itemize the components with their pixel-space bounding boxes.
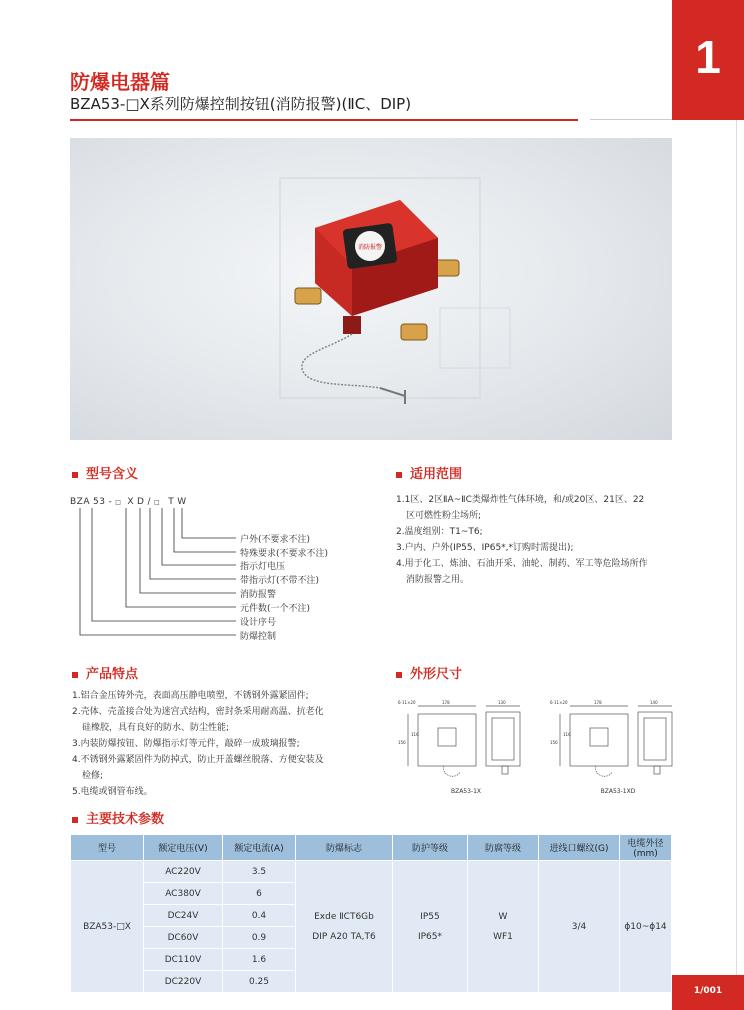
- corrosion-2: WF1: [493, 931, 513, 942]
- chapter-number: 1: [695, 31, 721, 83]
- bullet-square-icon: [396, 672, 402, 678]
- product-photo: [70, 138, 672, 440]
- column-header: 型号: [71, 835, 144, 861]
- list-item: 区可燃性粉尘场所;: [406, 511, 482, 521]
- bullet-square-icon: [396, 472, 402, 478]
- voltage-cell: DC110V: [144, 949, 223, 971]
- corrosion-1: W: [498, 911, 508, 922]
- ip-2: IP65*: [417, 931, 443, 942]
- model-label: 指示灯电压: [240, 562, 286, 572]
- list-item: 3.户内、户外(IP55、IP65*,*订购时需提出);: [396, 543, 574, 553]
- model-code-tree: [70, 508, 240, 648]
- ip-cell: [393, 861, 468, 993]
- dim-label: 178: [594, 700, 602, 705]
- model-label: 带指示灯(不带不注): [240, 576, 320, 586]
- figure-caption: BZA53-1X: [450, 788, 482, 795]
- current-cell: 0.4: [223, 905, 296, 927]
- current-cell: 6: [223, 883, 296, 905]
- title-divider-gray: [590, 119, 672, 120]
- list-item: 4.用于化工、炼油、石油开采、油轮、制药、军工等危险场所作: [396, 559, 648, 569]
- section-features: [72, 663, 138, 682]
- dim-label: 116: [411, 732, 419, 737]
- product-title: BZA53-□X系列防爆控制按钮(消防报警)(ⅡC、DIP): [70, 95, 412, 113]
- code-part: D: [137, 497, 145, 507]
- dim-label: 6-11×20: [398, 700, 416, 705]
- ex-mark-1: Exde ⅡCT6Gb: [314, 911, 374, 922]
- code-part: W: [177, 497, 187, 507]
- column-header: 进线口螺纹(G): [539, 835, 620, 861]
- dimension-drawing-1x: [396, 700, 536, 800]
- code-part: 53: [93, 497, 106, 507]
- list-item: 消防报警之用。: [406, 575, 470, 585]
- thread-cell: 3/4: [539, 861, 620, 993]
- page-frame-line: [736, 120, 737, 975]
- section-heading: 型号含义: [86, 467, 139, 482]
- section-specs: [72, 808, 164, 827]
- ex-mark-cell: [296, 861, 393, 993]
- section-heading: 适用范围: [410, 467, 463, 482]
- voltage-cell: DC24V: [144, 905, 223, 927]
- bullet-square-icon: [72, 672, 78, 678]
- column-header: 防腐等级: [468, 835, 539, 861]
- scope-list: [396, 492, 676, 588]
- current-cell: 0.9: [223, 927, 296, 949]
- title-divider: [70, 119, 578, 121]
- table-header-row: [71, 835, 672, 861]
- dim-label: 6-11×20: [550, 700, 568, 705]
- column-header: 额定电压(V): [144, 835, 223, 861]
- dim-label: 140: [650, 700, 658, 705]
- section-dimensions: [396, 663, 462, 682]
- column-header: 电缆外径(mm): [620, 835, 672, 861]
- bullet-square-icon: [72, 817, 78, 823]
- model-label: 设计序号: [240, 618, 277, 628]
- device-face-label: 消防报警: [357, 244, 383, 251]
- model-label: 户外(不要求不注): [240, 535, 311, 545]
- code-part: /: [147, 497, 152, 507]
- section-heading: 主要技术参数: [86, 812, 165, 827]
- spec-table: [70, 834, 672, 993]
- list-item: 5.电缆或钢管布线。: [72, 787, 153, 797]
- ex-mark-2: DIP A20 TA,T6: [312, 931, 376, 942]
- current-cell: 3.5: [223, 861, 296, 883]
- model-cell: BZA53-□X: [71, 861, 144, 993]
- column-header: 防护等级: [393, 835, 468, 861]
- column-header: 防爆标志: [296, 835, 393, 861]
- bullet-square-icon: [72, 472, 78, 478]
- table-row: [71, 861, 672, 883]
- model-label: 元件数(一个不注): [240, 604, 311, 614]
- list-item: 3.内装防爆按钮、防爆指示灯等元件，敲碎一成玻璃报警;: [72, 739, 300, 749]
- dim-label: 156: [550, 740, 558, 745]
- code-part: □: [115, 499, 122, 506]
- list-item: 1.1区、2区ⅡA~ⅡC类爆炸性气体环境，和/或20区、21区、22: [396, 495, 645, 505]
- dim-label: 116: [563, 732, 571, 737]
- model-label: 消防报警: [240, 590, 277, 600]
- figure-caption: BZA53-1XD: [600, 788, 636, 795]
- dimension-drawing-1xd: [548, 700, 688, 800]
- column-header: 额定电流(A): [223, 835, 296, 861]
- voltage-cell: DC60V: [144, 927, 223, 949]
- voltage-cell: AC220V: [144, 861, 223, 883]
- code-part: □: [154, 499, 161, 506]
- dim-label: 130: [498, 700, 506, 705]
- code-part: T: [168, 497, 175, 507]
- code-part: -: [108, 497, 113, 507]
- list-item: 检修;: [82, 771, 104, 781]
- list-item: 1.铝合金压铸外壳，表面高压静电喷塑，不锈钢外露紧固件;: [72, 691, 309, 701]
- dim-label: 156: [398, 740, 406, 745]
- features-list: [72, 688, 372, 800]
- model-label: 特殊要求(不要求不注): [240, 549, 329, 559]
- voltage-cell: AC380V: [144, 883, 223, 905]
- cable-cell: ϕ10~ϕ14: [620, 861, 672, 993]
- corrosion-cell: [468, 861, 539, 993]
- section-model-meaning: [72, 463, 138, 482]
- footer-page-code: 1/001: [693, 986, 723, 996]
- list-item: 硅橡胶，具有良好的防水、防尘性能;: [82, 723, 230, 733]
- category-title: 防爆电器篇: [70, 70, 170, 94]
- model-code: [70, 497, 187, 507]
- voltage-cell: DC220V: [144, 971, 223, 993]
- current-cell: 1.6: [223, 949, 296, 971]
- section-heading: 产品特点: [86, 667, 139, 682]
- list-item: 2.温度组别：T1~T6;: [396, 527, 483, 537]
- model-label: 防爆控制: [240, 632, 277, 642]
- list-item: 2.壳体、壳盖接合处为迷宫式结构，密封条采用耐高温、抗老化: [72, 707, 324, 717]
- ip-1: IP55: [420, 911, 440, 922]
- section-scope: [396, 463, 462, 482]
- current-cell: 0.25: [223, 971, 296, 993]
- explosion-proof-button-illustration: [70, 138, 672, 440]
- code-part: X: [127, 497, 135, 507]
- code-part: BZA: [70, 497, 90, 507]
- section-heading: 外形尺寸: [410, 667, 463, 682]
- dim-label: 178: [442, 700, 450, 705]
- list-item: 4.不锈钢外露紧固件为防掉式，防止开盖螺丝脱落、方便安装及: [72, 755, 324, 765]
